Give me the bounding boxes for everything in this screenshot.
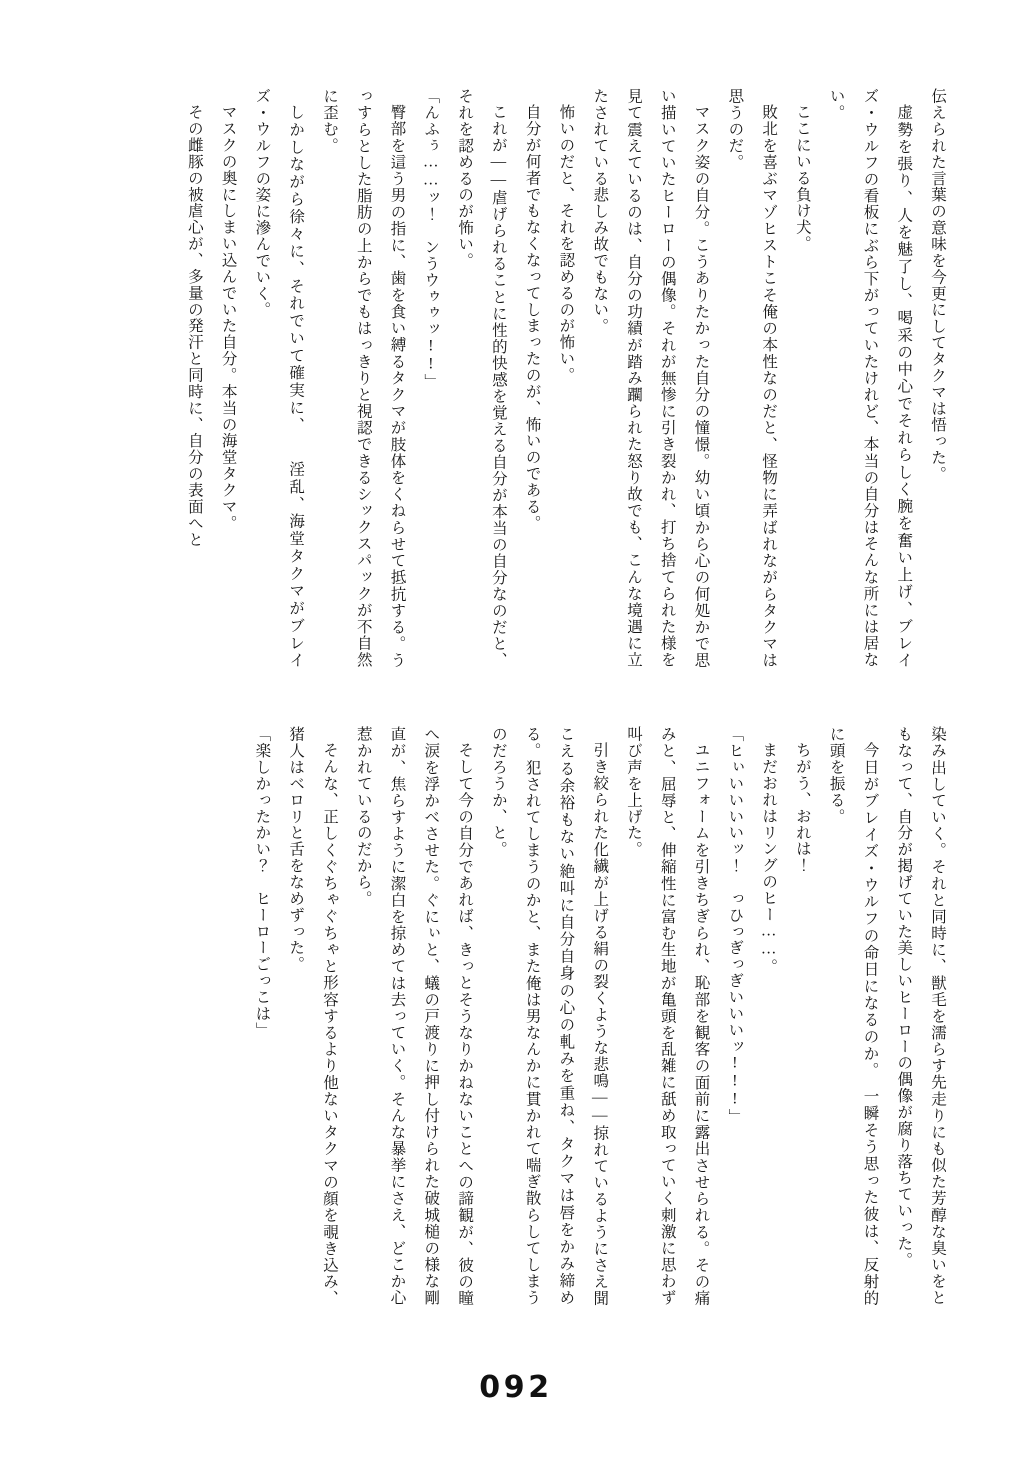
paragraph: ここにいる負け犬。: [793, 103, 811, 252]
paragraph: しかしながら徐々に、それでいて確実に、 淫乱、海堂タクマがブレイズ・ウルフの姿に滲んでいく。: [253, 88, 305, 668]
paragraph: マスクの奥にしまい込んでいた自分。本当の海堂タクマ。: [219, 103, 237, 531]
paragraph: ユニフォームを引きちぎられ、恥部を観客の面前に露出させられる。その痛みと、屈辱と、伸縮性に富む生地が亀頭を乱雑に舐め取っていく刺激に思わず叫び声を上げた。: [624, 726, 710, 1306]
paragraph-dialogue: 「んふぅ……ッ！ ンうウゥゥッ!!」: [422, 88, 440, 390]
paragraph: ちがう、おれは！: [793, 741, 811, 873]
paragraph: 怖いのだと、それを認めるのが怖い。: [557, 103, 575, 383]
paragraph: これが——虐げられることに性的快感を覚える自分が本当の自分なのだと、それを認めるのが怖い。: [456, 88, 507, 668]
paragraph: まだおれはリングのヒー……。: [760, 741, 778, 975]
paragraph: 今日がブレイズ・ウルフの命日になるのか。 一瞬そう思った彼は、反射的に頭を振る。: [827, 726, 879, 1306]
paragraph: 臀部を這う男の指に、歯を食い縛るタクマが肢体をくねらせて抵抗する。うっすらとした脂肪の上からでもはっきりと視認できるシックスパックが不自然に歪む。: [320, 88, 406, 668]
text-column-lower: [144, 726, 954, 1306]
paragraph: 虚勢を張り、人を魅了し、喝采の中心でそれらしく腕を奮い上げ、ブレイズ・ウルフの看板にぶら下がっていたけれど、本当の自分はそんな所には居ない。: [827, 88, 913, 668]
text-column-upper: [144, 88, 954, 668]
paragraph: その雌豚の被虐心が、多量の発汗と同時に、自分の表面へと: [185, 103, 203, 548]
paragraph: 自分が何者でもなくなってしまったのが、怖いのである。: [523, 103, 541, 531]
paragraph: 伝えられた言葉の意味を今更にしてタクマは悟った。: [929, 88, 946, 483]
paragraph-dialogue: 「楽しかったかい？ ヒーローごっこは」: [253, 726, 271, 1039]
paragraph: マスク姿の自分。こうありたかった自分の憧憬。幼い頃から心の何処かで思い描いていたヒーローの偶像。それが無惨に引き裂かれ、打ち捨てられた様を見て震えているのは、自分の功績が踏み躙られた怒り故でも、こんな境遇に立たされている悲しみ故でもない。: [591, 88, 710, 668]
paragraph: 引き絞られた化繊が上げる絹の裂くような悲鳴——掠れているようにさえ聞こえる余裕もない絶叫に自分自身の心の軋みを重ね、タクマは唇をかみ締める。犯されてしまうのかと、また俺は男なんかに貫かれて喘ぎ散らしてしまうのだろうか、と。: [489, 726, 609, 1306]
page-number: 092: [479, 1370, 553, 1405]
paragraph: そんな、正しくぐちゃぐちゃと形容するより他ないタクマの顔を覗き込み、猪人はベロリと舌をなめずった。: [287, 726, 338, 1306]
paragraph: そして今の自分であれば、きっとそうなりかねないことへの諦観が、彼の瞳へ涙を浮かべさせた。ぐにぃと、蟻の戸渡りに押し付けられた破城槌の様な剛直が、焦らすように潔白を掠めては去っていく。そんな暴挙にさえ、どこか心惹かれているのだから。: [354, 726, 474, 1306]
paragraph: 染み出していく。それと同時に、獣毛を濡らす先走りにも似た芳醇な臭いをともなって、自分が掲げていた美しいヒーローの偶像が腐り落ちていった。: [895, 726, 946, 1306]
paragraph-dialogue: 「ヒぃいいいいッ！ っひっぎっぎいいいッ!!!」: [726, 726, 744, 1125]
paragraph: 敗北を喜ぶマゾヒストこそ俺の本性なのだと、怪物に弄ばれながらタクマは思うのだ。: [726, 88, 778, 668]
